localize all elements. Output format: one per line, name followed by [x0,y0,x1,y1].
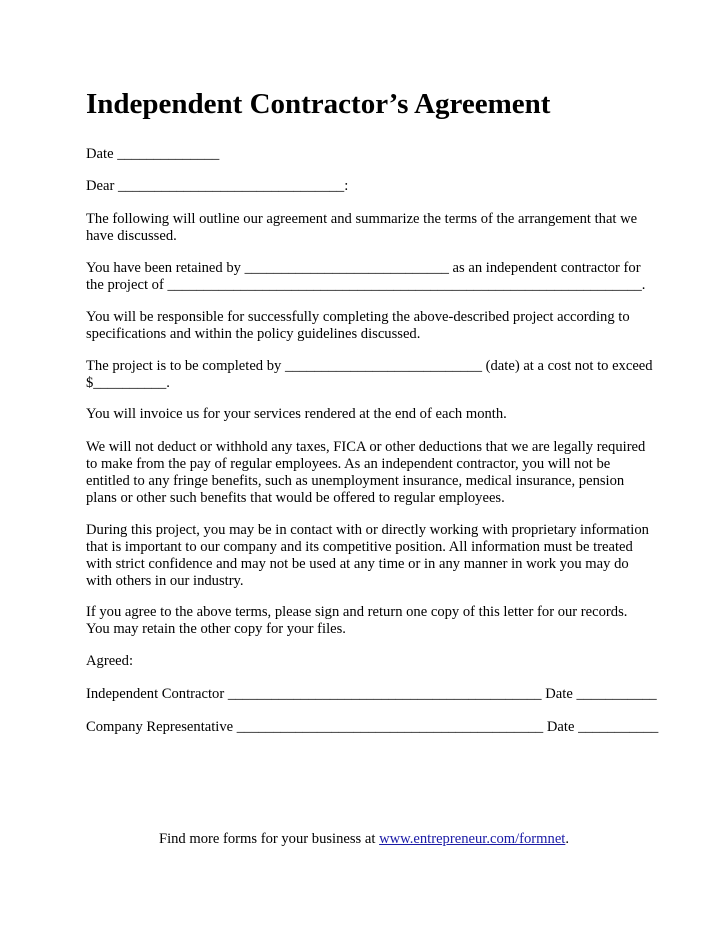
para2-line2: the project of _________________________________________________________________. [86,277,646,293]
para7-line1: During this project, you may be in contact with or directly working with proprietary information [86,522,649,538]
para7-line2: that is important to our company and its competitive position. All information must be treated [86,539,633,555]
signature-company-line: Company Representative __________________________________________ Date ___________ [86,719,659,735]
para3-line2: specifications and within the policy guidelines discussed. [86,326,421,342]
para3-line1: You will be responsible for successfully completing the above-described project according to [86,309,630,325]
para8-line1: If you agree to the above terms, please sign and return one copy of this letter for our records. [86,604,628,620]
document-title: Independent Contractor’s Agreement [86,88,551,120]
para6-line2: to make from the pay of regular employees. As an independent contractor, you will not be [86,456,611,472]
footer-period: . [565,831,570,847]
para8-line2: You may retain the other copy for your files. [86,621,346,637]
footer-link[interactable]: www.entrepreneur.com/formnet [379,831,566,847]
para5-line1: You will invoice us for your services rendered at the end of each month. [86,406,507,422]
date-line: Date ______________ [86,146,220,162]
para4-line2: $__________. [86,375,170,391]
footer-text: Find more forms for your business at [158,831,380,847]
dear-line: Dear _______________________________: [86,178,349,194]
para2-line1: You have been retained by ____________________________ as an independent contractor for [86,260,641,276]
agreed-label: Agreed: [86,653,134,669]
para6-line1: We will not deduct or withhold any taxes, FICA or other deductions that we are legally required [86,439,646,455]
para7-line3: with strict confidence and may not be used at any time or in any manner in work you may do [86,556,629,572]
para6-line3: entitled to any fringe benefits, such as unemployment insurance, medical insurance, pension [86,473,625,489]
para1-line1: The following will outline our agreement and summarize the terms of the arrangement that we [86,211,638,227]
para4-line1: The project is to be completed by ___________________________ (date) at a cost not to exceed [86,358,653,374]
para6-line4: plans or other such benefits that would be offered to regular employees. [86,490,505,506]
para7-line4: with others in our industry. [86,573,244,589]
para1-line2: have discussed. [86,228,177,244]
signature-contractor-line: Independent Contractor ___________________________________________ Date ___________ [86,686,657,702]
footer [0,830,728,848]
